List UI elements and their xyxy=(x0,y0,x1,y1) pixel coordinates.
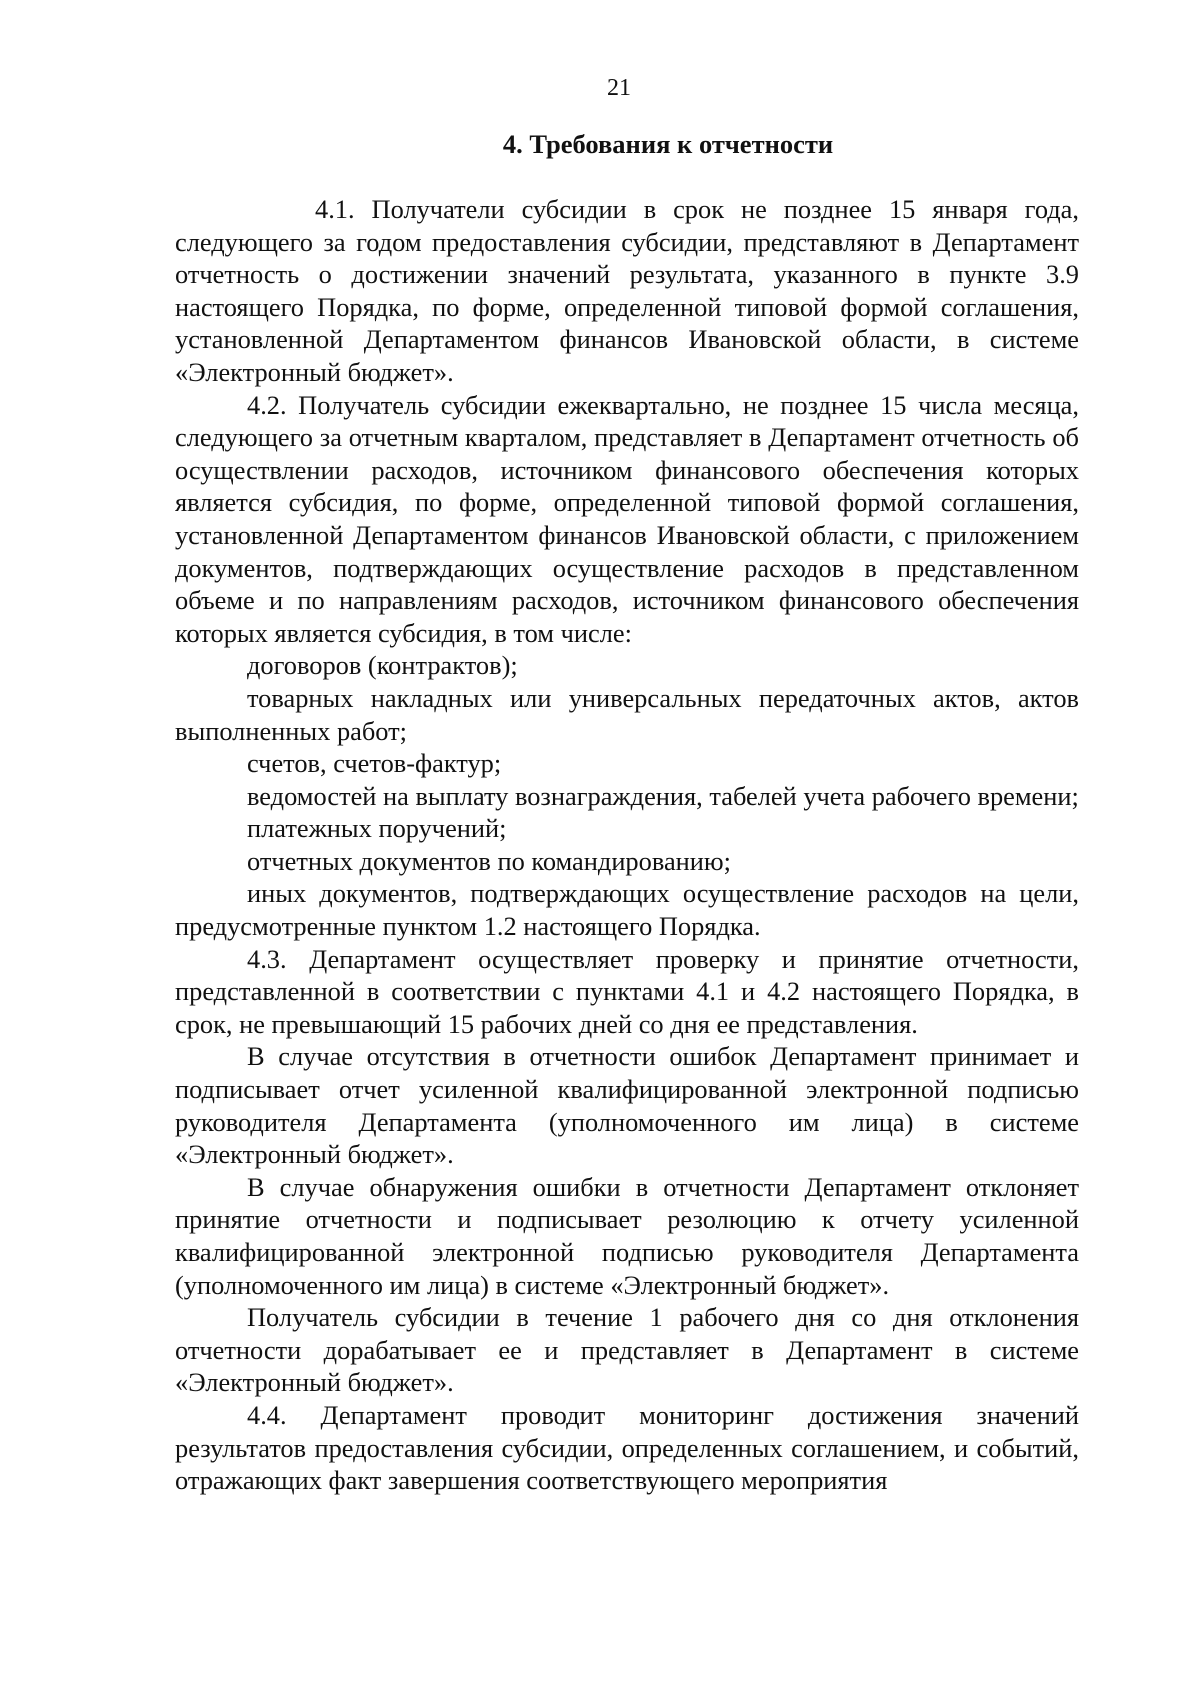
paragraph-acceptance: В случае отсутствия в отчетности ошибок Департамент принимает и подписывает отчет усиленной квалифицированной электронной подписью руководителя Департамента (уполномоченного им лица) в системе «Электронный бюджет». xyxy=(175,1041,1079,1170)
list-item-other-documents: иных документов, подтверждающих осуществление расходов на цели, предусмотренные пунктом 1.2 настоящего Порядка. xyxy=(175,878,1079,942)
list-item-payroll: ведомостей на выплату вознаграждения, табелей учета рабочего времени; xyxy=(247,780,1079,811)
paragraph-4-3: 4.3. Департамент осуществляет проверку и принятие отчетности, представленной в соответствии с пунктами 4.1 и 4.2 настоящего Порядка, в срок, не превышающий 15 рабочих дней со дня ее представления. xyxy=(175,943,1079,1039)
list-item-payment-orders: платежных поручений; xyxy=(247,813,507,844)
paragraph-rejection: В случае обнаружения ошибки в отчетности Департамент отклоняет принятие отчетности и подписывает резолюцию к отчету усиленной квалифицированной электронной подписью руководителя Департамента (уполномоченного им лица) в системе «Электронный бюджет». xyxy=(175,1171,1079,1300)
section-title: 4. Требования к отчетности xyxy=(502,129,834,159)
paragraph-4-4: 4.4. Департамент проводит мониторинг достижения значений результатов предоставления субсидии, определенных соглашением, и событий, отражающих факт завершения соответствующего мероприятия xyxy=(175,1399,1079,1496)
page-number: 21 xyxy=(607,75,631,101)
paragraph-4-2: 4.2. Получатель субсидии ежеквартально, не позднее 15 числа месяца, следующего за отчетным кварталом, представляет в Департамент отчетность об осуществлении расходов, источником финансового обеспечения которых является субсидия, по форме, определенной типовой формой соглашения, установленной Департаментом финансов Ивановской области, с приложением документов, подтверждающих осуществление расходов в представленном объеме и по направлениям расходов, источником финансового обеспечения которых является субсидия, в том числе: xyxy=(175,389,1079,648)
list-item-invoices: счетов, счетов-фактур; xyxy=(247,748,502,779)
list-item-travel-reports: отчетных документов по командированию; xyxy=(247,845,731,876)
list-item-contracts: договоров (контрактов); xyxy=(247,650,518,681)
paragraph-4-1: 4.1. Получатели субсидии в срок не позднее 15 января года, следующего за годом предоставления субсидии, представляют в Департамент отчетность о достижении значений результата, указанного в пункте 3.9 настоящего Порядка, по форме, определенной типовой формой соглашения, установленной Департаментом финансов Ивановской области, в системе «Электронный бюджет». xyxy=(175,194,1079,387)
list-item-waybills: товарных накладных или универсальных передаточных актов, актов выполненных работ; xyxy=(175,682,1079,746)
paragraph-rework: Получатель субсидии в течение 1 рабочего дня со дня отклонения отчетности дорабатывает ее и представляет в Департамент в системе «Электронный бюджет». xyxy=(175,1302,1079,1398)
document-body xyxy=(175,193,1079,1497)
